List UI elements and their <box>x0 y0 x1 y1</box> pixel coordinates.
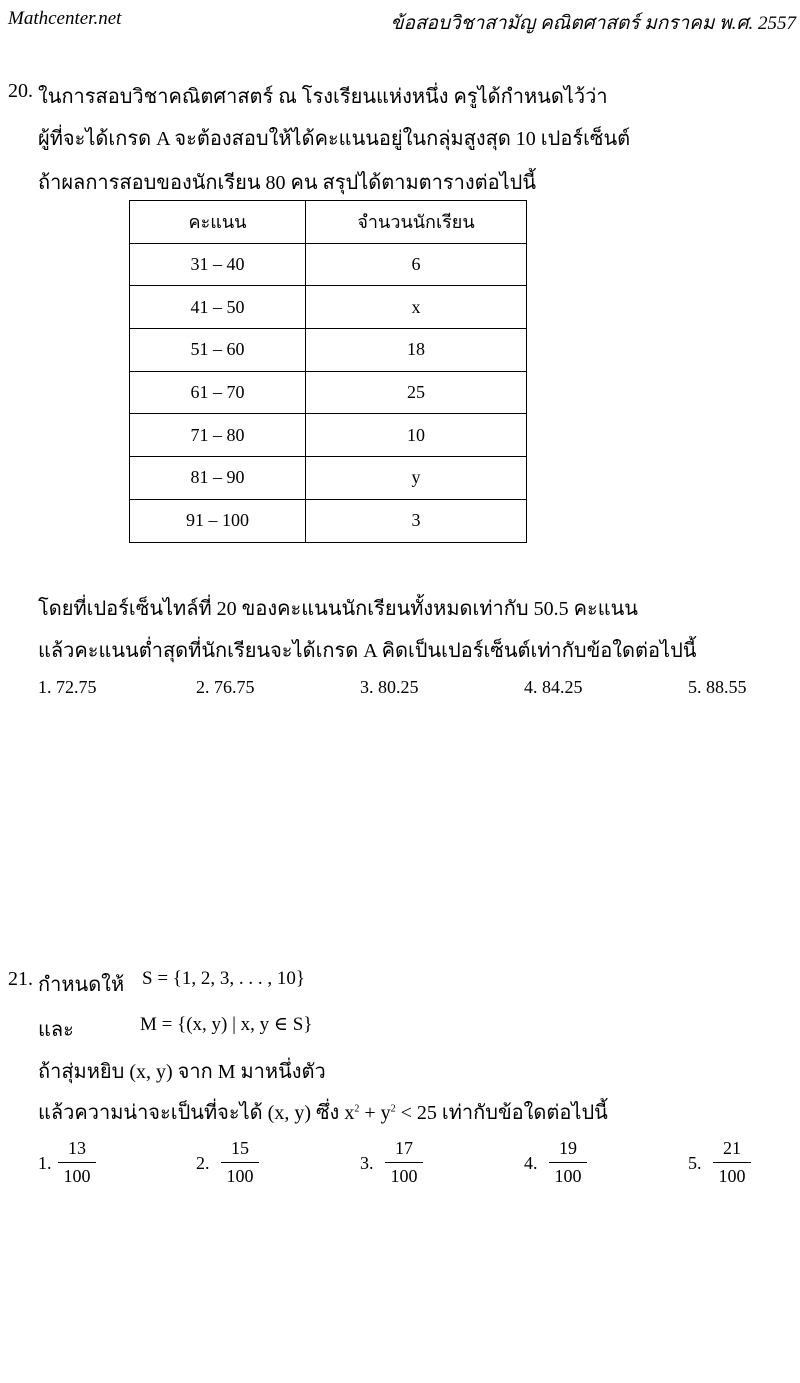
table-row <box>130 414 527 457</box>
question-21-and-label: และ <box>38 1019 74 1041</box>
numerator: 15 <box>231 1138 249 1158</box>
choice-label: 4. <box>524 1153 538 1173</box>
denominator: 100 <box>554 1166 582 1186</box>
question-20-number: 20. <box>8 80 33 102</box>
fraction-bar <box>221 1162 259 1163</box>
question-21-number: 21. <box>8 968 33 990</box>
student-count: x <box>306 286 527 329</box>
score-range: 81 – 90 <box>130 457 306 500</box>
score-frequency-table <box>129 200 527 543</box>
choice-label: 2. <box>196 1153 210 1173</box>
prompt-part-a: แล้วความน่าจะเป็นที่จะได้ (x, y) ซึ่ง x <box>38 1102 355 1124</box>
numerator: 13 <box>68 1138 86 1158</box>
header-students: จำนวนนักเรียน <box>306 201 527 244</box>
table-row <box>130 286 527 329</box>
q20-choice-4: 4. 84.25 <box>524 677 583 697</box>
denominator: 100 <box>226 1166 254 1186</box>
table-row <box>130 371 527 414</box>
q21-choice-5 <box>688 1137 768 1187</box>
q21-choice-3 <box>360 1137 440 1187</box>
q20-choice-5: 5. 88.55 <box>688 677 747 697</box>
q20-choice-1: 1. 72.75 <box>38 677 97 697</box>
student-count: 10 <box>306 414 527 457</box>
q21-choice-4 <box>524 1137 604 1187</box>
exponent-x: 2 <box>354 1103 360 1115</box>
fraction <box>58 1137 96 1187</box>
exam-title: ข้อสอบวิชาสามัญ คณิตศาสตร์ มกราคม พ.ศ. 2557 <box>390 13 796 34</box>
table-row <box>130 457 527 500</box>
fraction <box>221 1137 259 1187</box>
choice-label: 5. <box>688 1153 702 1173</box>
q21-choice-1 <box>38 1137 118 1187</box>
fraction <box>713 1137 751 1187</box>
score-range: 71 – 80 <box>130 414 306 457</box>
prompt-part-c: < 25 เท่ากับข้อใดต่อไปนี้ <box>395 1102 608 1124</box>
question-21-given-label: กำหนดให้ <box>38 974 125 996</box>
q21-choice-2 <box>196 1137 276 1187</box>
fraction <box>549 1137 587 1187</box>
denominator: 100 <box>63 1166 91 1186</box>
q20-choice-2: 2. 76.75 <box>196 677 255 697</box>
set-m-definition: M = {(x, y) | x, y ∈ S} <box>140 1014 313 1035</box>
fraction <box>385 1137 423 1187</box>
question-21-line-3: ถ้าสุ่มหยิบ (x, y) จาก M มาหนึ่งตัว <box>38 1061 326 1083</box>
question-20-line-3: ถ้าผลการสอบของนักเรียน 80 คน สรุปได้ตามตารางต่อไปนี้ <box>38 172 537 194</box>
numerator: 21 <box>723 1138 741 1158</box>
prompt-part-b: + y <box>359 1102 391 1124</box>
exponent-y: 2 <box>390 1103 396 1115</box>
score-range: 91 – 100 <box>130 499 306 542</box>
score-range: 51 – 60 <box>130 329 306 372</box>
q20-choice-3: 3. 80.25 <box>360 677 419 697</box>
choice-label: 1. <box>38 1153 52 1173</box>
fraction-bar <box>549 1162 587 1163</box>
question-20-prompt: แล้วคะแนนต่ำสุดที่นักเรียนจะได้เกรด A คิดเป็นเปอร์เซ็นต์เท่ากับข้อใดต่อไปนี้ <box>38 640 697 662</box>
score-range: 41 – 50 <box>130 286 306 329</box>
student-count: 18 <box>306 329 527 372</box>
numerator: 17 <box>395 1138 413 1158</box>
student-count: y <box>306 457 527 500</box>
denominator: 100 <box>718 1166 746 1186</box>
table-row <box>130 243 527 286</box>
table-row <box>130 329 527 372</box>
table-header-row <box>130 201 527 244</box>
question-20-line-2: ผู้ที่จะได้เกรด A จะต้องสอบให้ได้คะแนนอยู่ในกลุ่มสูงสุด 10 เปอร์เซ็นต์ <box>38 128 631 150</box>
question-21-prompt <box>38 1096 608 1128</box>
header-score: คะแนน <box>130 201 306 244</box>
table-row <box>130 499 527 542</box>
score-range: 61 – 70 <box>130 371 306 414</box>
fraction-bar <box>713 1162 751 1163</box>
choice-label: 3. <box>360 1153 374 1173</box>
student-count: 3 <box>306 499 527 542</box>
numerator: 19 <box>559 1138 577 1158</box>
score-range: 31 – 40 <box>130 243 306 286</box>
student-count: 6 <box>306 243 527 286</box>
fraction-bar <box>385 1162 423 1163</box>
denominator: 100 <box>390 1166 418 1186</box>
site-name: Mathcenter.net <box>8 8 122 29</box>
fraction-bar <box>58 1162 96 1163</box>
set-s-definition: S = {1, 2, 3, . . . , 10} <box>142 968 306 989</box>
student-count: 25 <box>306 371 527 414</box>
question-20-condition: โดยที่เปอร์เซ็นไทล์ที่ 20 ของคะแนนนักเรียนทั้งหมดเท่ากับ 50.5 คะแนน <box>38 598 638 620</box>
question-20-line-1: ในการสอบวิชาคณิตศาสตร์ ณ โรงเรียนแห่งหนึ่ง ครูได้กำหนดไว้ว่า <box>38 86 608 108</box>
